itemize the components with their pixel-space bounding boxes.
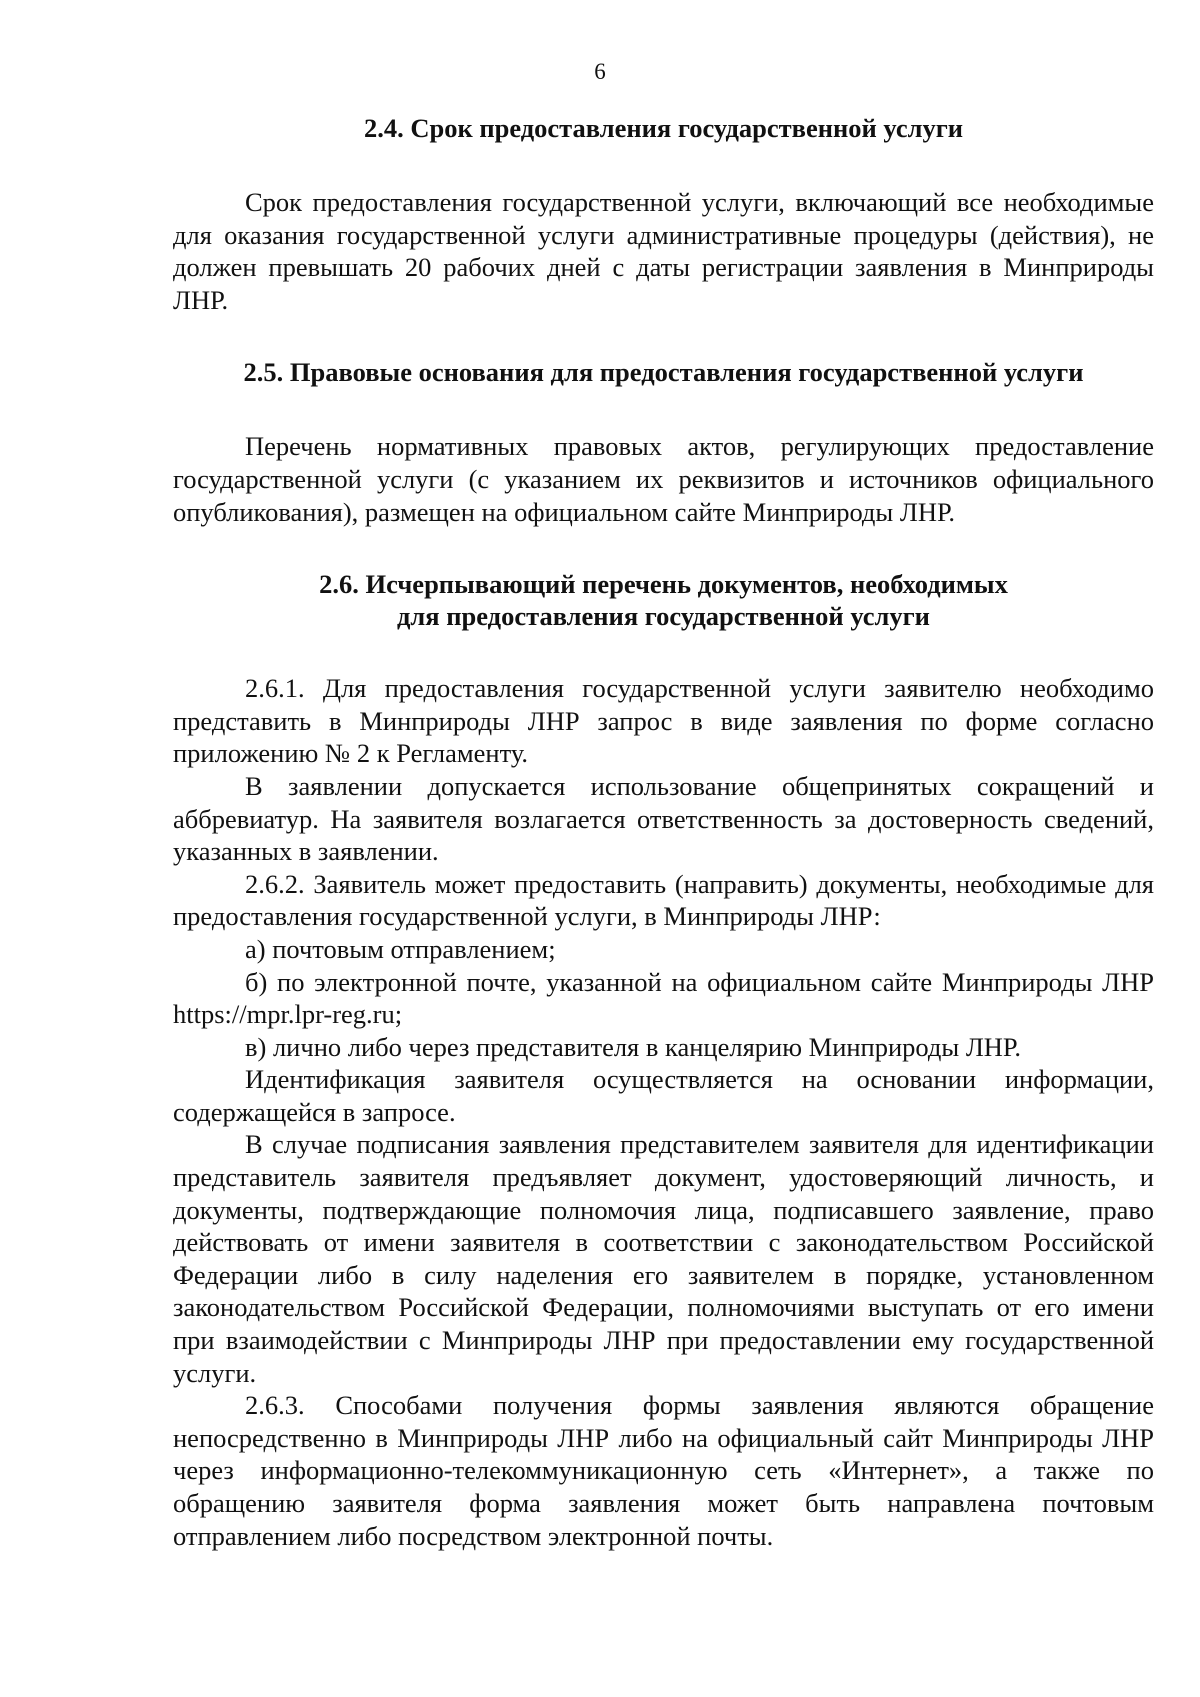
page-number: 6 xyxy=(594,59,606,84)
paragraph-representative: В случае подписания заявления представителем заявителя для идентификации представитель заявителя предъявляет документ, удостоверяющий личность, и документы, подтверждающие полномочия лица, подписавшего заявление, право действовать от имени заявителя в соответствии с законодательством Российской Федерации либо в силу наделения его заявителем в порядке, установленном законодательством Российской Федерации, полномочиями выступать от его имени при взаимодействии с Минприроды ЛНР при предоставлении ему государственной услуги. xyxy=(173,1129,1154,1388)
section-2-5-heading: 2.5. Правовые основания для предоставления государственной услуги xyxy=(243,357,1084,388)
document-body xyxy=(173,112,1154,1552)
section-2-6-heading-line-2: для предоставления государственной услуги xyxy=(397,601,930,632)
paragraph-abbreviations: В заявлении допускается использование общепринятых сокращений и аббревиатур. На заявителя возлагается ответственность за достоверность сведений, указанных в заявлении. xyxy=(173,770,1154,867)
paragraph-2-6-2: 2.6.2. Заявитель может предоставить (направить) документы, необходимые для предоставления государственной услуги, в Минприроды ЛНР: xyxy=(173,868,1154,932)
list-item-a: а) почтовым отправлением; xyxy=(245,933,556,964)
paragraph-identification: Идентификация заявителя осуществляется на основании информации, содержащейся в запросе. xyxy=(173,1064,1154,1127)
paragraph-2-6-1: 2.6.1. Для предоставления государственной услуги заявителю необходимо представить в Минприроды ЛНР запрос в виде заявления по форме согласно приложению № 2 к Регламенту. xyxy=(173,673,1154,769)
section-2-4-heading: 2.4. Срок предоставления государственной услуги xyxy=(363,113,964,143)
paragraph-2-6-3: 2.6.3. Способами получения формы заявления являются обращение непосредственно в Минприроды ЛНР либо на официальный сайт Минприроды ЛНР через информационно-телекоммуникационную сеть «Интернет», а также по обращению заявителя форма заявления может быть направлена почтовым отправлением либо посредством электронной почты. xyxy=(173,1390,1154,1551)
section-2-4-paragraph: Срок предоставления государственной услуги, включающий все необходимые для оказания государственной услуги административные процедуры (действия), не должен превышать 20 рабочих дней с даты регистрации заявления в Минприроды ЛНР. xyxy=(173,187,1154,315)
section-2-5-paragraph: Перечень нормативных правовых актов, регулирующих предоставление государственной услуги (с указанием их реквизитов и источников официального опубликования), размещен на официальном сайте Минприроды ЛНР. xyxy=(173,431,1154,527)
section-2-6-heading xyxy=(173,568,1154,632)
section-2-6-heading-line-1: 2.6. Исчерпывающий перечень документов, необходимых xyxy=(319,569,1008,600)
list-item-b: б) по электронной почте, указанной на официальном сайте Минприроды ЛНР https://mpr.lpr-reg.ru; xyxy=(173,966,1154,1030)
list-item-v: в) лично либо через представителя в канцелярию Минприроды ЛНР. xyxy=(245,1031,1021,1062)
